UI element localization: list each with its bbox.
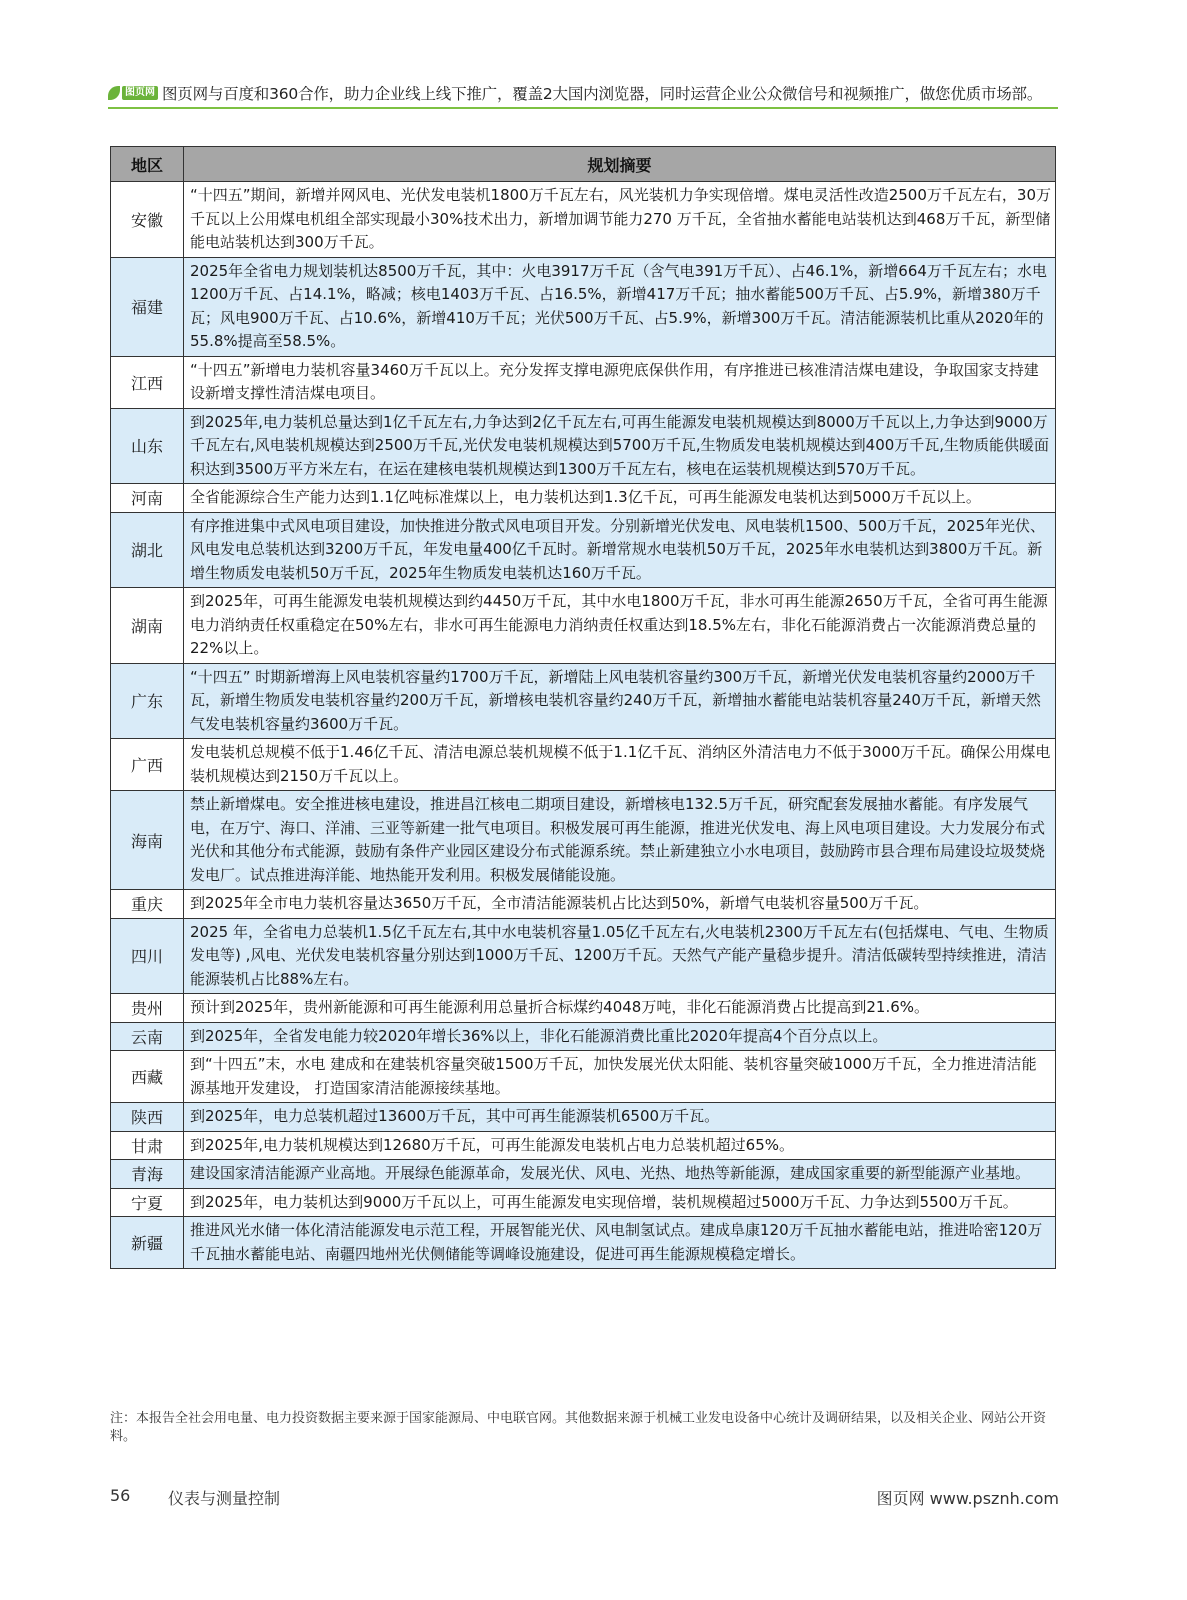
plan-table-container: [110, 146, 1056, 1269]
summary-cell: 到2025年全市电力装机容量达3650万千瓦，全市清洁能源装机占比达到50%，新增气电装机容量500万千瓦。: [184, 890, 1056, 919]
table-row: [111, 1160, 1056, 1189]
summary-cell: 到2025年，全省发电能力较2020年增长36%以上，非化石能源消费比重比2020年提高4个百分点以上。: [184, 1022, 1056, 1051]
summary-cell: 2025 年，全省电力总装机1.5亿千瓦左右,其中水电装机容量1.05亿千瓦左右,火电装机2300万千瓦左右(包括煤电、气电、生物质发电等) ,风电、光伏发电装机容量分别达到1000万千瓦、1200万千瓦。天然气产能产量稳步提升。清洁低碳转型持续推进，清洁能源装机占比88%左右。: [184, 918, 1056, 994]
region-cell: 云南: [111, 1022, 184, 1051]
table-row: [111, 1188, 1056, 1217]
summary-cell: 有序推进集中式风电项目建设，加快推进分散式风电项目开发。分别新增光伏发电、风电装机1500、500万千瓦，2025年光伏、风电发电总装机达到3200万千瓦，年发电量400亿千瓦时。新增常规水电装机50万千瓦，2025年水电装机达到3800万千瓦。新增生物质发电装机50万千瓦，2025年生物质发电装机达160万千瓦。: [184, 512, 1056, 588]
region-cell: 西藏: [111, 1051, 184, 1103]
table-row: [111, 918, 1056, 994]
table-row: [111, 663, 1056, 739]
summary-cell: 到2025年，电力总装机超过13600万千瓦，其中可再生能源装机6500万千瓦。: [184, 1103, 1056, 1132]
plan-table: [110, 146, 1056, 1269]
header-text: 图页网与百度和360合作，助力企业线上线下推广，覆盖2大国内浏览器，同时运营企业公众微信号和视频推广，做您优质市场部。: [162, 85, 1043, 103]
region-cell: 新疆: [111, 1217, 184, 1269]
magazine-title: 仪表与测量控制: [168, 1489, 281, 1508]
table-row: [111, 484, 1056, 513]
summary-cell: 到2025年，电力装机达到9000万千瓦以上，可再生能源发电实现倍增，装机规模超过5000万千瓦、力争达到5500万千瓦。: [184, 1188, 1056, 1217]
table-row: [111, 890, 1056, 919]
table-row: [111, 588, 1056, 664]
table-row: [111, 408, 1056, 484]
source-note: 注：本报告全社会用电量、电力投资数据主要来源于国家能源局、中电联官网。其他数据来源于机械工业发电设备中心统计及调研结果，以及相关企业、网站公开资料。: [110, 1411, 1047, 1444]
region-cell: 贵州: [111, 994, 184, 1023]
table-header-row: [111, 147, 1056, 182]
site-link[interactable]: 图页网 www.psznh.com: [876, 1489, 1059, 1508]
column-header-region: 地区: [111, 147, 184, 182]
region-cell: 四川: [111, 918, 184, 994]
logo-text: 图页网: [122, 86, 158, 100]
table-row: [111, 791, 1056, 890]
logo: [108, 83, 158, 103]
region-cell: 湖南: [111, 588, 184, 664]
summary-cell: “十四五”新增电力装机容量3460万千瓦以上。充分发挥支撑电源兜底保供作用，有序推进已核准清洁煤电建设，争取国家支持建设新增支撑性清洁煤电项目。: [184, 356, 1056, 408]
region-cell: 陕西: [111, 1103, 184, 1132]
table-row: [111, 1051, 1056, 1103]
table-body: [111, 182, 1056, 1269]
region-cell: 宁夏: [111, 1188, 184, 1217]
region-cell: 重庆: [111, 890, 184, 919]
summary-cell: 2025年全省电力规划装机达8500万千瓦，其中：火电3917万千瓦（含气电391万千瓦）、占46.1%，新增664万千瓦左右；水电1200万千瓦、占14.1%，略减；核电1403万千瓦、占16.5%，新增417万千瓦；抽水蓄能500万千瓦、占5.9%，新增380万千瓦；风电900万千瓦、占10.6%，新增410万千瓦；光伏500万千瓦、占5.9%，新增300万千瓦。清洁能源装机比重从2020年的55.8%提高至58.5%。: [184, 257, 1056, 356]
table-row: [111, 512, 1056, 588]
region-cell: 广东: [111, 663, 184, 739]
table-row: [111, 1131, 1056, 1160]
summary-cell: 建设国家清洁能源产业高地。开展绿色能源革命，发展光伏、风电、光热、地热等新能源，建成国家重要的新型能源产业基地。: [184, 1160, 1056, 1189]
page-number: 56: [110, 1486, 131, 1505]
table-row: [111, 257, 1056, 356]
summary-cell: 禁止新增煤电。安全推进核电建设，推进昌江核电二期项目建设，新增核电132.5万千瓦，研究配套发展抽水蓄能。有序发展气电，在万宁、海口、洋浦、三亚等新建一批气电项目。积极发展可再生能源，推进光伏发电、海上风电项目建设。大力发展分布式光伏和其他分布式能源，鼓励有条件产业园区建设分布式能源系统。禁止新建独立小水电项目，鼓励跨市县合理布局建设垃圾焚烧发电厂。试点推进海洋能、地热能开发利用。积极发展储能设施。: [184, 791, 1056, 890]
region-cell: 甘肃: [111, 1131, 184, 1160]
table-row: [111, 182, 1056, 258]
table-row: [111, 994, 1056, 1023]
header-divider: [108, 107, 1058, 109]
table-row: [111, 1022, 1056, 1051]
summary-cell: 发电装机总规模不低于1.46亿千瓦、清洁电源总装机规模不低于1.1亿千瓦、消纳区外清洁电力不低于3000万千瓦。确保公用煤电装机规模达到2150万千瓦以上。: [184, 739, 1056, 791]
column-header-summary: 规划摘要: [184, 147, 1056, 182]
summary-cell: “十四五” 时期新增海上风电装机容量约1700万千瓦，新增陆上风电装机容量约300万千瓦，新增光伏发电装机容量约2000万千瓦，新增生物质发电装机容量约200万千瓦，新增核电装机容量约240万千瓦，新增抽水蓄能电站装机容量240万千瓦，新增天然气发电装机容量约3600万千瓦。: [184, 663, 1056, 739]
table-row: [111, 1103, 1056, 1132]
region-cell: 海南: [111, 791, 184, 890]
summary-cell: 全省能源综合生产能力达到1.1亿吨标准煤以上，电力装机达到1.3亿千瓦，可再生能源发电装机达到5000万千瓦以上。: [184, 484, 1056, 513]
table-row: [111, 1217, 1056, 1269]
summary-cell: 到2025年,电力装机规模达到12680万千瓦，可再生能源发电装机占电力总装机超过65%。: [184, 1131, 1056, 1160]
summary-cell: 到2025年,电力装机总量达到1亿千瓦左右,力争达到2亿千瓦左右,可再生能源发电装机规模达到8000万千瓦以上,力争达到9000万千瓦左右,风电装机规模达到2500万千瓦,光伏发电装机规模达到5700万千瓦,生物质发电装机规模达到400万千瓦,生物质能供暖面积达到3500万平方米左右，在运在建核电装机规模达到1300万千瓦左右，核电在运装机规模达到570万千瓦。: [184, 408, 1056, 484]
table-row: [111, 739, 1056, 791]
region-cell: 青海: [111, 1160, 184, 1189]
region-cell: 江西: [111, 356, 184, 408]
region-cell: 福建: [111, 257, 184, 356]
region-cell: 广西: [111, 739, 184, 791]
region-cell: 湖北: [111, 512, 184, 588]
summary-cell: 到2025年，可再生能源发电装机规模达到约4450万千瓦，其中水电1800万千瓦，非水可再生能源2650万千瓦，全省可再生能源电力消纳责任权重稳定在50%左右，非水可再生能源电力消纳责任权重达到18.5%左右，非化石能源消费占一次能源消费总量的22%以上。: [184, 588, 1056, 664]
region-cell: 安徽: [111, 182, 184, 258]
region-cell: 河南: [111, 484, 184, 513]
region-cell: 山东: [111, 408, 184, 484]
page-header: [108, 80, 1058, 106]
leaf-icon: [108, 86, 120, 100]
summary-cell: 预计到2025年，贵州新能源和可再生能源利用总量折合标煤约4048万吨，非化石能源消费占比提高到21.6%。: [184, 994, 1056, 1023]
summary-cell: 推进风光水储一体化清洁能源发电示范工程，开展智能光伏、风电制氢试点。建成阜康120万千瓦抽水蓄能电站，推进哈密120万千瓦抽水蓄能电站、南疆四地州光伏侧储能等调峰设施建设，促进可再生能源规模稳定增长。: [184, 1217, 1056, 1269]
summary-cell: 到“十四五”末，水电 建成和在建装机容量突破1500万千瓦，加快发展光伏太阳能、装机容量突破1000万千瓦，全力推进清洁能源基地开发建设， 打造国家清洁能源接续基地。: [184, 1051, 1056, 1103]
table-row: [111, 356, 1056, 408]
summary-cell: “十四五”期间，新增并网风电、光伏发电装机1800万千瓦左右，风光装机力争实现倍增。煤电灵活性改造2500万千瓦左右，30万千瓦以上公用煤电机组全部实现最小30%技术出力，新增加调节能力270 万千瓦，全省抽水蓄能电站装机达到468万千瓦，新型储能电站装机达到300万千瓦。: [184, 182, 1056, 258]
